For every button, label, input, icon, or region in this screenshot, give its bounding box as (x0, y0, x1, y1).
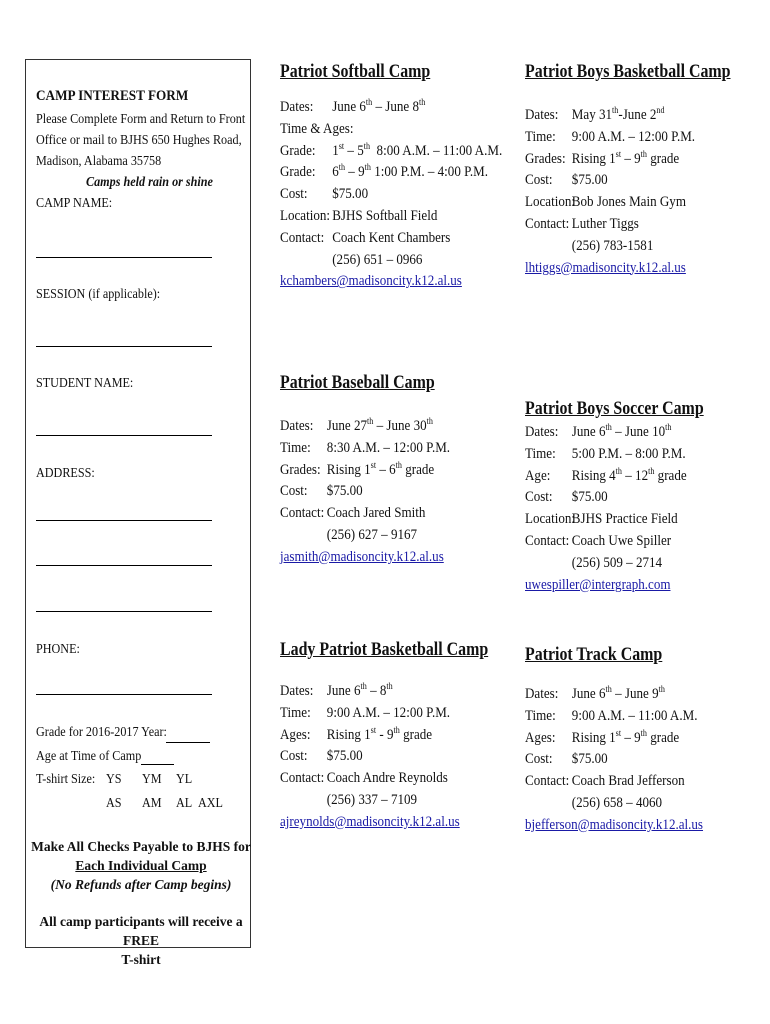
softball-grade-1: 1st – 5th 8:00 A.M. – 11:00 A.M. (332, 140, 503, 159)
soccer-dates: June 6th – June 10th (571, 422, 672, 440)
baseball-grades: Rising 1st – 6th grade (326, 459, 435, 478)
camp-name-label: CAMP NAME: (36, 195, 113, 210)
boys-basketball-time: 9:00 A.M. – 12:00 P.M. (571, 128, 696, 145)
location-label: Location: (525, 511, 576, 528)
cost-label: Cost: (525, 172, 553, 189)
free-line-1: All camp participants will receive a FREE (39, 914, 243, 948)
softball-email-link[interactable]: kchambers@madisoncity.k12.al.us (280, 273, 462, 290)
baseball-title: Patriot Baseball Camp (280, 373, 435, 393)
lady-basketball-camp (280, 640, 522, 834)
track-ages: Rising 1st – 9th grade (571, 727, 680, 746)
lady-basketball-title: Lady Patriot Basketball Camp (280, 640, 489, 660)
boys-basketball-title: Patriot Boys Basketball Camp (525, 62, 731, 82)
size-as[interactable]: AS (106, 795, 122, 810)
boys-basketball-phone: (256) 783-1581 (571, 237, 654, 254)
boys-basketball-dates: May 31th-June 2nd (571, 105, 665, 123)
contact-label: Contact: (280, 229, 325, 246)
track-time: 9:00 A.M. – 11:00 A.M. (571, 707, 698, 724)
checks-note (30, 837, 252, 894)
age-label: Age: (525, 467, 551, 484)
soccer-phone: (256) 509 – 2714 (571, 554, 663, 571)
form-instructions-2: Office or mail to BJHS 650 Hughes Road, (36, 132, 242, 147)
soccer-cost: $75.00 (571, 489, 608, 506)
softball-grade-2: 6th – 9th 1:00 P.M. – 4:00 P.M. (332, 162, 489, 181)
student-name-label: STUDENT NAME: (36, 375, 134, 390)
contact-label: Contact: (525, 773, 570, 790)
soccer-title: Patriot Boys Soccer Camp (525, 399, 704, 419)
cost-label: Cost: (280, 483, 308, 500)
cost-label: Cost: (525, 489, 553, 506)
checks-line-2: Each Individual Camp (75, 858, 207, 873)
phone-blank[interactable] (36, 694, 212, 695)
track-camp (525, 645, 723, 837)
contact-label: Contact: (280, 770, 325, 787)
contact-label: Contact: (525, 215, 570, 232)
tshirt-label: T-shirt Size: (36, 771, 96, 786)
student-name-blank[interactable] (36, 435, 212, 436)
soccer-age: Rising 4th – 12th grade (571, 465, 687, 484)
track-dates: June 6th – June 9th (571, 684, 665, 702)
size-al[interactable]: AL (176, 795, 193, 810)
size-axl[interactable]: AXL (198, 795, 223, 810)
lady-basketball-dates: June 6th – 8th (326, 681, 393, 699)
baseball-phone: (256) 627 – 9167 (326, 526, 418, 543)
dates-label: Dates: (280, 99, 314, 115)
age-blank[interactable] (141, 764, 174, 765)
softball-camp (280, 62, 527, 293)
boys-basketball-camp (525, 62, 764, 279)
dates-label: Dates: (525, 424, 559, 440)
location-label: Location: (525, 194, 576, 211)
time-label: Time: (525, 445, 556, 462)
cost-label: Cost: (280, 748, 308, 765)
time-label: Time: (525, 707, 556, 724)
boys-basketball-location: Bob Jones Main Gym (571, 194, 686, 211)
time-label: Time: (525, 128, 556, 145)
camp-name-blank[interactable] (36, 257, 212, 258)
softball-phone: (256) 651 – 0966 (332, 251, 423, 268)
baseball-email-link[interactable]: jasmith@madisoncity.k12.al.us (280, 548, 444, 565)
softball-location: BJHS Softball Field (332, 207, 438, 224)
lady-basketball-cost: $75.00 (326, 748, 363, 765)
grade-label: Grade: (280, 142, 316, 159)
grade-blank[interactable] (166, 742, 210, 743)
rain-note: Camps held rain or shine (86, 174, 213, 189)
lady-basketball-time: 9:00 A.M. – 12:00 P.M. (326, 704, 451, 721)
address-blank-1[interactable] (36, 520, 212, 521)
baseball-contact: Coach Jared Smith (326, 505, 426, 522)
soccer-camp (525, 399, 733, 596)
soccer-location: BJHS Practice Field (571, 511, 678, 528)
grades-label: Grades: (525, 150, 566, 167)
baseball-cost: $75.00 (326, 483, 363, 500)
grade-label: Grade for 2016-2017 Year: (36, 724, 167, 739)
address-label: ADDRESS: (36, 465, 95, 480)
dates-label: Dates: (280, 683, 314, 699)
size-am[interactable]: AM (142, 795, 162, 810)
soccer-email-link[interactable]: uwespiller@intergraph.com (525, 576, 671, 593)
address-blank-3[interactable] (36, 611, 212, 612)
form-instructions-3: Madison, Alabama 35758 (36, 153, 162, 168)
time-label: Time: (280, 704, 311, 721)
lady-basketball-email-link[interactable]: ajreynolds@madisoncity.k12.al.us (280, 813, 460, 830)
checks-line-1: Make All Checks Payable to BJHS for (31, 839, 251, 854)
ages-label: Ages: (280, 726, 311, 743)
age-label: Age at Time of Camp (36, 748, 142, 763)
soccer-time: 5:00 P.M. – 8:00 P.M. (571, 445, 686, 462)
track-contact: Coach Brad Jefferson (571, 773, 685, 790)
location-label: Location: (280, 207, 331, 224)
form-title: CAMP INTEREST FORM (36, 88, 189, 104)
track-title: Patriot Track Camp (525, 645, 663, 665)
ages-label: Ages: (525, 729, 556, 746)
contact-label: Contact: (525, 532, 570, 549)
dates-label: Dates: (525, 686, 559, 702)
dates-label: Dates: (280, 418, 314, 434)
cost-label: Cost: (280, 186, 308, 203)
track-email-link[interactable]: bjefferson@madisoncity.k12.al.us (525, 816, 704, 833)
boys-basketball-contact: Luther Tiggs (571, 215, 639, 232)
session-blank[interactable] (36, 346, 212, 347)
grade-label: Grade: (280, 164, 316, 181)
lady-basketball-ages: Rising 1st - 9th grade (326, 724, 433, 743)
softball-title: Patriot Softball Camp (280, 62, 431, 82)
softball-dates: June 6th – June 8th (332, 97, 426, 115)
camp-interest-form (25, 59, 251, 967)
baseball-time: 8:30 A.M. – 12:00 P.M. (326, 439, 451, 456)
checks-line-3: (No Refunds after Camp begins) (50, 877, 232, 892)
lady-basketball-contact: Coach Andre Reynolds (326, 770, 448, 787)
address-blank-2[interactable] (36, 565, 212, 566)
track-phone: (256) 658 – 4060 (571, 794, 663, 811)
size-ys[interactable]: YS (106, 771, 122, 786)
time-label: Time: (280, 439, 311, 456)
softball-cost: $75.00 (332, 186, 369, 203)
track-cost: $75.00 (571, 751, 608, 768)
free-line-2: T-shirt (121, 952, 161, 967)
baseball-dates: June 27th – June 30th (326, 416, 433, 434)
softball-contact: Coach Kent Chambers (332, 229, 451, 246)
session-label: SESSION (if applicable): (36, 286, 161, 301)
grades-label: Grades: (280, 461, 321, 478)
boys-basketball-email-link[interactable]: lhtiggs@madisoncity.k12.al.us (525, 259, 686, 276)
boys-basketball-cost: $75.00 (571, 172, 608, 189)
time-ages-label: Time & Ages: (280, 120, 354, 137)
contact-label: Contact: (280, 505, 325, 522)
boys-basketball-grades: Rising 1st – 9th grade (571, 148, 680, 167)
baseball-camp (280, 373, 469, 569)
form-instructions-1: Please Complete Form and Return to Front (36, 111, 246, 126)
soccer-contact: Coach Uwe Spiller (571, 532, 672, 549)
size-ym[interactable]: YM (142, 771, 162, 786)
size-yl[interactable]: YL (176, 771, 193, 786)
dates-label: Dates: (525, 107, 559, 123)
lady-basketball-phone: (256) 337 – 7109 (326, 791, 418, 808)
cost-label: Cost: (525, 751, 553, 768)
phone-label: PHONE: (36, 641, 80, 656)
free-tshirt-note (30, 912, 252, 969)
